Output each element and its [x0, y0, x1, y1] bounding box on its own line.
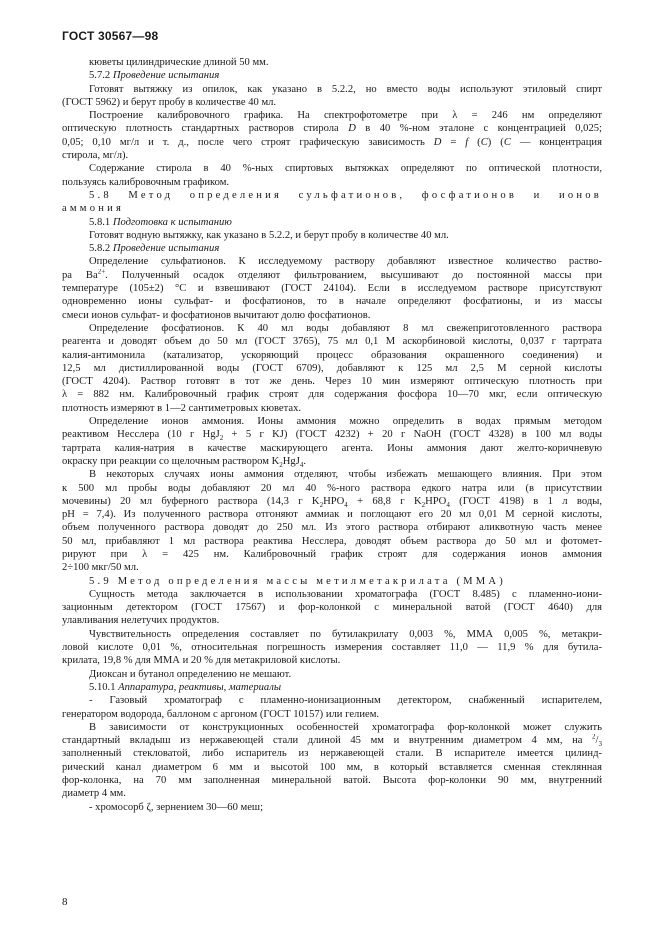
paragraph-line: к 500 мл пробы воды добавляют 20 мл 40 %-ного раствора едкого натра или (в присутствии — [62, 482, 602, 494]
paragraph-line: реагента и доводят объем до 50 мл (ГОСТ 3765), 75 мл 0,1 М аскорбиновой кислоты, 0,037 г тартрата — [62, 336, 602, 348]
page-header: ГОСТ 30567—98 — [62, 29, 159, 43]
subscript: 2 — [319, 500, 324, 509]
paragraph-line: смеси ионов сульфат- и фосфатионов вычитают долю фосфатионов. — [62, 309, 371, 321]
text-run: ра Ba — [62, 269, 98, 281]
text-run: = — [441, 136, 466, 148]
paragraph-line: 2÷100 мкг/50 мл. — [62, 562, 139, 574]
list-item: - хромосорб ζ, зернением 30—60 меш; — [89, 801, 264, 813]
subsection-number: 5.8.1 — [89, 216, 111, 228]
subscript: 4 — [344, 500, 348, 509]
subsection-title: Подготовка к испытанию — [112, 216, 232, 228]
text-run: / — [595, 735, 599, 747]
paragraph-line: кюветы цилиндрические длиной 50 мм. — [89, 57, 269, 68]
text-run: мочевины) 20 мл буферного раствора (14,3 г K — [62, 495, 320, 507]
subsection-heading-5-8-2 — [62, 242, 602, 255]
superscript: 2 — [592, 734, 596, 741]
paragraph-line: Определение фосфатионов. К 40 мл воды добавляют 8 мл свежеприготовленного раствора — [89, 322, 602, 334]
text-run: . Полученный осадок отделяют фильтрованием, высушивают до постоянной массы при — [105, 269, 602, 281]
paragraph-line: плотность измеряют в 1—2 сантиметровых кюветах. — [62, 402, 302, 414]
paragraph-line — [62, 495, 602, 508]
page-number: 8 — [62, 896, 68, 908]
paragraph-line — [62, 455, 602, 468]
paragraph-line: зационным детектором (ГОСТ 17567) и фор-колонкой с минеральной ватой (ГОСТ 4640) для — [62, 602, 602, 614]
paragraph-line: Сущность метода заключается в использовании хроматографа (ГОСТ 8.485) с пламенно-иони- — [89, 588, 602, 600]
paragraph-line: диаметр 4 мм. — [62, 788, 126, 800]
paragraph-line: Готовят водную вытяжку, как указано в 5.2.2, и берут пробу в количестве 40 мл. — [89, 229, 449, 241]
formula-symbol: D — [348, 123, 356, 135]
paragraph-line: ловой кислоте 0,01 %, относительная погрешность измерения составляет 11,0 — 11,9 % для бутила- — [62, 642, 602, 654]
text-run: окраску при реакции со щелочным раствором K — [62, 455, 280, 467]
section-heading-5-9: 5.9 Метод определения массы метилметакрилата (ММА) — [89, 575, 507, 587]
paragraph-line: улавливания нелетучих продуктов. — [62, 615, 220, 627]
text-run: реактивом Несслера (10 г HgJ — [62, 429, 220, 441]
superscript: 2+ — [97, 268, 106, 276]
text-run: стандартный вкладыш из нержавеющей стали длиной 45 мм и внутренним диаметром 4 мм, на — [62, 735, 593, 747]
paragraph-line: температуре (105±2) °С и взвешивают (ГОСТ 24104). Если в исследуемом растворе присутствуют — [62, 283, 602, 295]
subsection-number: 5.7.2 — [89, 70, 111, 82]
paragraph-line: 50 мл, прибавляют 1 мл раствора реактива Несслера, доводят объем раствора до 50 мл и фотомет- — [62, 535, 602, 547]
text-run: HPO — [425, 495, 447, 507]
paragraph-line: тартрата калия-натрия в качестве маскирующего агента. Ионы аммония дают желто-коричневую — [62, 442, 602, 454]
text-run: HgJ — [282, 455, 300, 467]
paragraph-line: Определение ионов аммония. Ионы аммония можно определить в водах прямым методом — [89, 416, 602, 428]
paragraph-line: одновременно ионы сульфат- и фосфатионов, то в начале определяют фосфатионы, и из массы — [62, 296, 602, 308]
paragraph-line: крилата, 19,8 % для ММА и 20 % для метакриловой кислоты. — [62, 655, 341, 667]
formula-symbol: C — [503, 136, 511, 148]
paragraph-line: λ = 882 нм. Калибровочный график строят для содержания фосфора 10—70 мкг, если оптическую — [62, 389, 602, 401]
formula-symbol: D — [433, 136, 442, 148]
subscript: 2 — [219, 434, 224, 442]
text-run: — концентрация — [510, 136, 602, 148]
subsection-heading-5-10-1 — [62, 681, 602, 694]
formula-symbol: C — [480, 136, 488, 148]
subscript: 2 — [421, 500, 426, 509]
text-run: HPO — [323, 495, 345, 507]
subscript: 4 — [446, 500, 450, 509]
paragraph-line: Определение сульфатионов. К исследуемому раствору добавляют известное количество раство- — [89, 256, 602, 268]
subscript: 3 — [598, 740, 602, 748]
list-item: - Газовый хроматограф с пламенно-ионизационным детектором, снабженный испарителем, — [89, 695, 602, 707]
text-run: (ГОСТ 4198) в 1 л воды, — [449, 495, 602, 507]
paragraph-line: 12,5 мл дистиллированной воды (ГОСТ 6709), добавляют к 125 мл 2,5 М серной кислоты — [62, 362, 602, 374]
subsection-title: Проведение испытания — [112, 243, 220, 255]
paragraph-line: В зависимости от конструкционных особенностей хроматографа фор-колонкой может служить — [89, 721, 602, 733]
paragraph-line: рН = 7,4). Из полученного раствора отгоняют аммиак и поглощают его 20 мл 0,01 М серной кислоты, — [62, 509, 602, 521]
paragraph-line: Построение калибровочного графика. На спектрофотометре при λ = 246 нм определяют — [89, 110, 602, 122]
section-heading-5-8: 5.8 Метод определения сульфатионов, фосфатионов и ионов — [89, 189, 602, 201]
paragraph-line: Содержание стирола в 40 %-ных спиртовых вытяжках определяют по оптической плотности, — [89, 163, 602, 175]
text-run: + 68,8 г K — [347, 495, 422, 507]
subsection-heading-5-8-1 — [62, 216, 602, 229]
paragraph-line: рический канал диаметром 6 мм и высотой 100 мм, в который вставляется сменная стеклянная — [62, 761, 602, 773]
paragraph-line: объем полученного раствора доводят до 250 мл. Из этого раствора отбирают аликвотную часть менее — [62, 522, 602, 534]
text-run: в 40 %-ном эталоне с концентрацией 0,025; — [355, 123, 602, 135]
paragraph-line: (ГОСТ 5962) и берут пробу в количестве 40 мл. — [62, 96, 277, 108]
paragraph-line: калия-антимонила (катализатор, ускоряющий процесс образования окрашенного соединения) и — [62, 349, 602, 361]
text-run: 0,05; 0,10 мг/л и т. д., после чего строят графическую зависимость — [62, 136, 434, 148]
list-item-cont: генератором водорода, баллоном с аргоном (ГОСТ 10157) или гелием. — [62, 708, 380, 720]
paragraph-line — [62, 428, 602, 441]
paragraph-line: Чувствительность определения составляет по бутилакрилату 0,003 %, ММА 0,005 %, метакри- — [89, 628, 602, 640]
text-run: оптическую плотность стандартных растворов стирола — [62, 123, 349, 135]
paragraph-line: фор-колонка, на 70 мм заполненная минеральной ватой. Высота фор-колонки 90 мм, внутренний — [62, 775, 602, 787]
paragraph-line: Готовят вытяжку из опилок, как указано в 5.2.2, но вместо воды используют этиловый спирт — [89, 83, 602, 95]
subsection-number: 5.10.1 — [89, 681, 116, 693]
subscript: 2 — [279, 461, 283, 469]
paragraph-line: В некоторых случаях ионы аммония отделяют, чтобы избежать мешающего влияния. При этом — [89, 469, 602, 481]
text-run: ( — [468, 136, 481, 148]
subsection-heading-5-7-2 — [62, 69, 602, 82]
section-heading-5-8-cont: аммония — [62, 203, 125, 215]
paragraph-line — [62, 136, 602, 149]
paragraph-line — [62, 734, 602, 747]
subsection-number: 5.8.2 — [89, 243, 111, 255]
paragraph-line: пользуясь калибровочным графиком. — [62, 176, 230, 188]
subscript: 4 — [299, 461, 304, 469]
document-body — [62, 56, 602, 814]
text-run: . — [303, 455, 306, 467]
paragraph-line: рируют при λ = 425 нм. Калибровочный график строят для содержания ионов аммония — [62, 548, 602, 560]
paragraph-line: стирола, мг/л). — [62, 150, 129, 162]
paragraph-line: Диоксан и бутанол определению не мешают. — [89, 668, 292, 680]
formula-symbol: f — [465, 136, 469, 148]
text-run: + 5 г KJ) (ГОСТ 4232) + 20 г NaOH (ГОСТ 4328) в 100 мл воды — [223, 429, 602, 441]
paragraph-line: (ГОСТ 4204). Раствор готовят в тот же день. Через 10 мин измеряют оптическую плотность при — [62, 376, 602, 388]
paragraph-line: заполненный стекловатой, либо испаритель из нержавеющей стали. В испарителе имеется цилинд- — [62, 748, 602, 760]
text-run: ) ( — [487, 136, 504, 148]
subsection-title: Проведение испытания — [112, 70, 220, 82]
paragraph-line — [62, 269, 602, 282]
paragraph-line — [62, 122, 602, 135]
subsection-title: Аппаратура, реактивы, материалы — [118, 681, 282, 693]
